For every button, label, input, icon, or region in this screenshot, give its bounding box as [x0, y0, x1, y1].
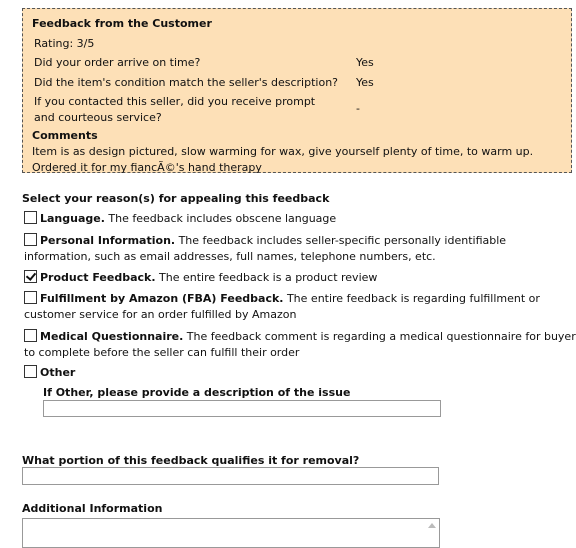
reason-title: Language. [40, 212, 105, 225]
additional-info-label: Additional Information [22, 502, 163, 515]
reason-title: Other [40, 366, 76, 379]
additional-info-textarea[interactable] [22, 518, 440, 548]
appeal-reasons-title: Select your reason(s) for appealing this feedback [22, 192, 330, 205]
reason-desc: The feedback includes seller-specific personally identifiable information, such as email addresses, full names, telephone numbers, etc. [24, 234, 507, 263]
removal-question-label: What portion of this feedback qualifies it for removal? [22, 454, 360, 467]
feedback-rating: Rating: 3/5 [34, 37, 95, 50]
other-description-input[interactable] [43, 400, 441, 417]
reason-product-feedback [24, 270, 576, 286]
reason-desc: The feedback comment is regarding a medical questionnaire for buyer to complete before the seller can fulfill their order [24, 330, 576, 359]
reason-language [24, 211, 576, 227]
question-service: If you contacted this seller, did you receive prompt and courteous service? [34, 95, 316, 124]
reason-title: Fulfillment by Amazon (FBA) Feedback. [40, 292, 284, 305]
question-on-time: Did your order arrive on time? [34, 56, 201, 69]
question-condition: Did the item's condition match the seller's description? [34, 76, 338, 89]
reason-title: Personal Information. [40, 234, 176, 247]
fba-checkbox[interactable] [24, 291, 37, 304]
other-description-label: If Other, please provide a description of the issue [43, 386, 351, 399]
reason-fba [24, 291, 576, 323]
product-feedback-checkbox[interactable] [24, 270, 37, 283]
comments-title: Comments [32, 129, 98, 142]
personal-info-checkbox[interactable] [24, 233, 37, 246]
comments-text: Item is as design pictured, slow warming for wax, give yourself plenty of time, to warm up. Ordered it for my fiancÃ©'s hand therapy [32, 145, 534, 174]
feedback-title: Feedback from the Customer [32, 17, 212, 30]
reason-desc: The entire feedback is regarding fulfillment or customer service for an order fulfilled by Amazon [24, 292, 540, 321]
reason-other [24, 365, 576, 381]
answer-service: - [356, 102, 360, 115]
scroll-up-icon[interactable] [428, 523, 436, 528]
reason-desc: The feedback includes obscene language [104, 212, 337, 225]
customer-feedback-box [22, 8, 572, 173]
answer-on-time: Yes [356, 56, 374, 69]
other-checkbox[interactable] [24, 365, 37, 378]
reason-personal-info [24, 233, 576, 265]
removal-portion-input[interactable] [22, 467, 439, 485]
reason-title: Product Feedback. [40, 271, 156, 284]
language-checkbox[interactable] [24, 211, 37, 224]
answer-condition: Yes [356, 76, 374, 89]
reason-medical [24, 329, 576, 361]
reason-desc: The entire feedback is a product review [155, 271, 378, 284]
reason-title: Medical Questionnaire. [40, 330, 184, 343]
medical-checkbox[interactable] [24, 329, 37, 342]
